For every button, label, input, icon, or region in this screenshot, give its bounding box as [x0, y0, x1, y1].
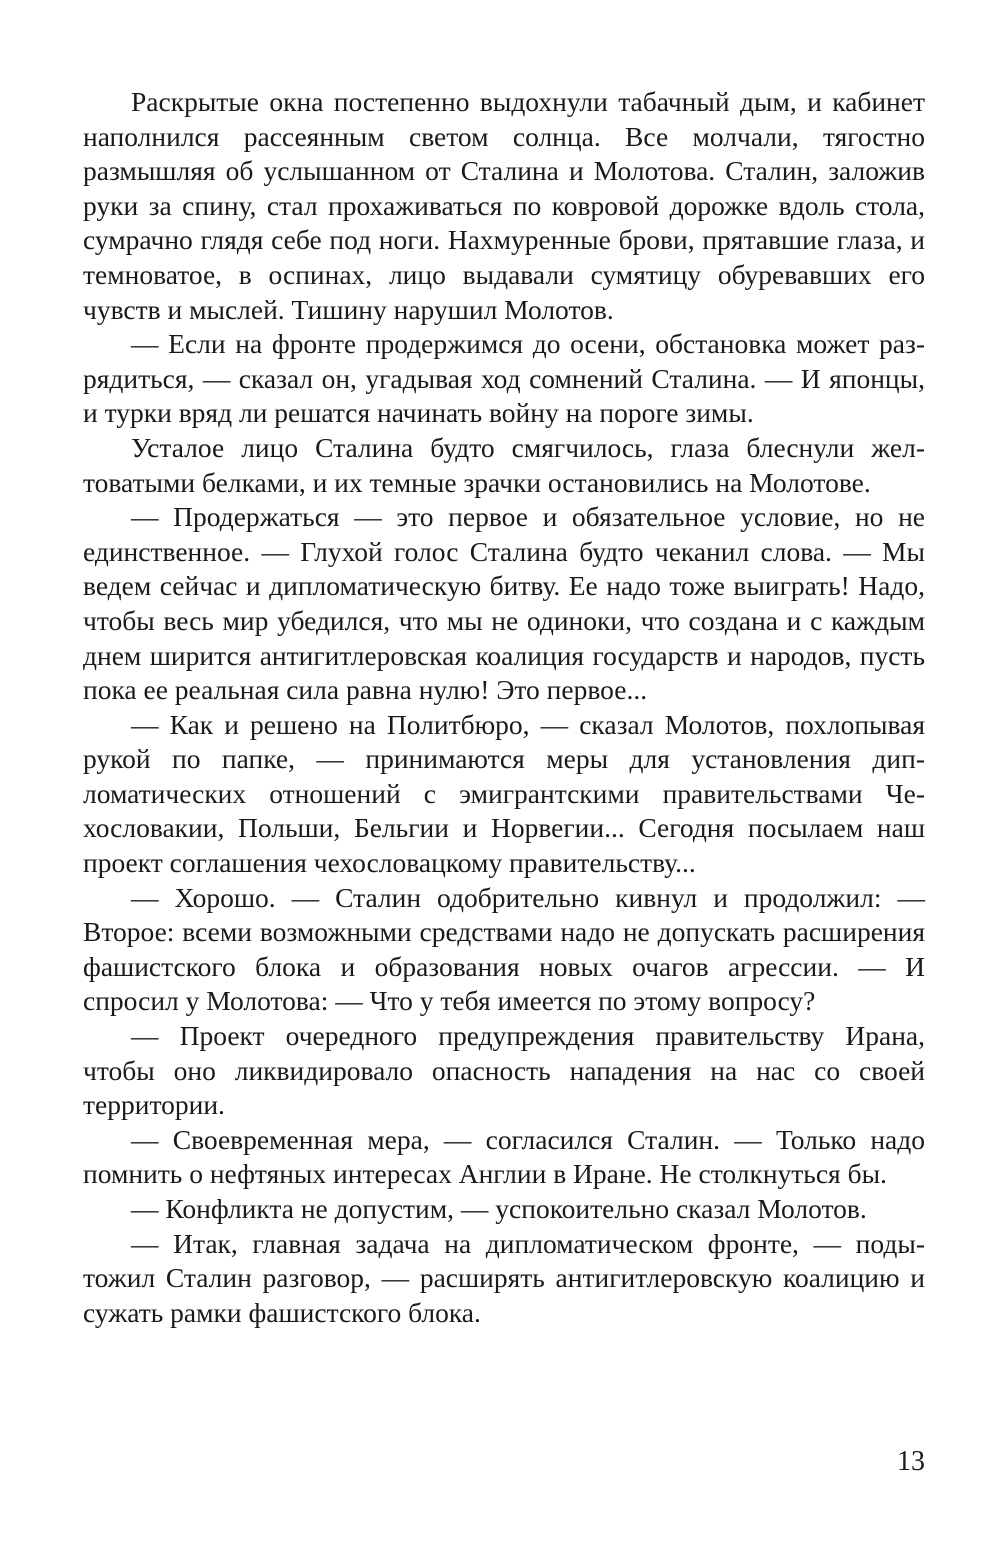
paragraph-9: — Конфликта не допустим, — успокоительно сказал Молотов.: [131, 1193, 867, 1224]
paragraph-7: — Проект очередного предупреждения правительству Ирана, чтобы оно ликвидировало опасность нападения на нас со своей территории.: [83, 1020, 925, 1121]
paragraph-3: Усталое лицо Сталина будто смягчилось, глаза блеснули желтоватыми белками, и их темные зрачки остановились на Молотове.: [83, 431, 925, 498]
paragraph-8: — Своевременная мера, — согласился Сталин. — Только надо помнить о нефтяных интересах Англии в Иране. Не столкнуться бы.: [83, 1123, 925, 1190]
paragraph-5: — Как и решено на Политбюро, — сказал Молотов, похлопывая рукой по папке, — принимаются меры для установления дипломатических отношений с эмигрантскими правительствами Чехословакии, Польши, Бельгии и Норвегии... Сегодня посылаем наш проект соглашения чехословацкому правительству...: [83, 708, 925, 879]
paragraph-10: — Итак, главная задача на дипломатическом фронте, — подытожил Сталин разговор, — расширять антигитлеровскую коалицию и сужать рамки фашистского блока.: [83, 1227, 925, 1328]
page-body: [83, 85, 925, 1330]
paragraph-4: — Продержаться — это первое и обязательное условие, но не единственное. — Глухой голос Сталина будто чеканил слова. — Мы ведем сейчас и дипломатическую битву. Ее надо тоже выиграть! Надо, чтобы весь мир убедился, что мы не одиноки, что создана и с каждым днем ширится антигитлеровская коалиция государств и народов, пусть пока ее реальная сила равна нулю! Это первое...: [83, 501, 925, 706]
page-number: 13: [897, 1446, 925, 1477]
paragraph-1: Раскрытые окна постепенно выдохнули табачный дым, и кабинет наполнился рассеянным светом солнца. Все молчали, тягостно размышляя об услышанном от Сталина и Молотова. Сталин, заложив руки за спину, стал прохаживаться по ковровой дорожке вдоль стола, сумрачно глядя себе под ноги. Нахмуренные брови, прятавшие глаза, и темноватое, в оспинах, лицо выдавали сумятицу обуревавших его чувств и мыслей. Тишину нарушил Молотов.: [83, 86, 925, 325]
paragraph-2: — Если на фронте продержимся до осени, обстановка может разрядиться, — сказал он, угадывая ход сомнений Сталина. — И японцы, и турки вряд ли решатся начинать войну на пороге зимы.: [83, 328, 925, 429]
paragraph-6: — Хорошо. — Сталин одобрительно кивнул и продолжил: — Второе: всеми возможными средствами надо не допускать расширения фашистского блока и образования новых очагов агрессии. — И спросил у Молотова: — Что у тебя имеется по этому вопросу?: [83, 881, 925, 1017]
